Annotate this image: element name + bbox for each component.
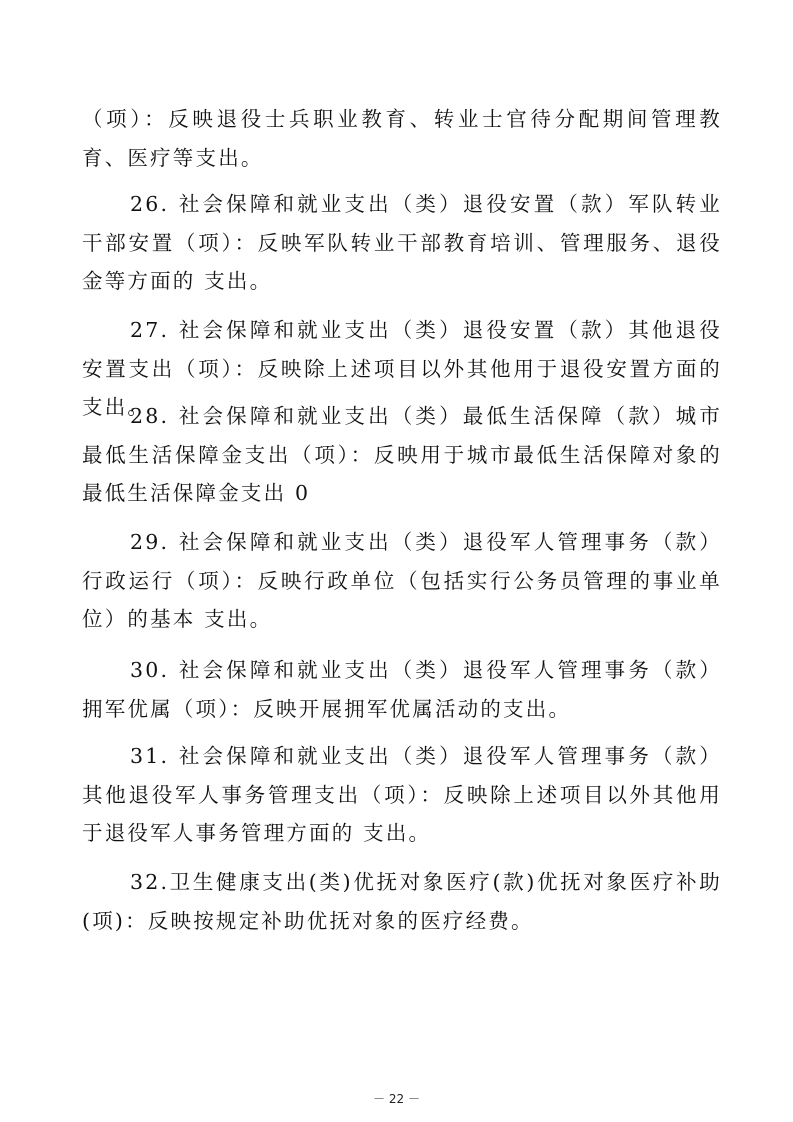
paragraph-27: 27. 社会保障和就业支出（类）退役安置（款）其他退役安置支出（项）：反映除上述项目以外其他用于退役安置方面的支出。 xyxy=(82,318,722,419)
paragraph-29: 29. 社会保障和就业支出（类）退役军人管理事务（款）行政运行（项）：反映行政单位（包括实行公务员管理的事业单位）的基本 支出。 xyxy=(82,530,722,631)
paragraph-continuation: （项）：反映退役士兵职业教育、转业士官待分配期间管理教育、医疗等支出。 xyxy=(82,107,722,170)
paragraph-30: 30. 社会保障和就业支出（类）退役军人管理事务（款）拥军优属（项）：反映开展拥军优属活动的支出。 xyxy=(82,658,722,721)
page-number: － 22 － xyxy=(373,1092,420,1106)
paragraph-26: 26. 社会保障和就业支出（类）退役安置（款）军队转业干部安置（项）：反映军队转业干部教育培训、管理服务、退役金等方面的 支出。 xyxy=(82,192,722,293)
paragraph-31: 31. 社会保障和就业支出（类）退役军人管理事务（款）其他退役军人事务管理支出（项）：反映除上述项目以外其他用于退役军人事务管理方面的 支出。 xyxy=(82,744,722,845)
paragraph-28: 28. 社会保障和就业支出（类）最低生活保障（款）城市最低生活保障金支出（项）：反映用于城市最低生活保障对象的最低生活保障金支出 0 xyxy=(82,404,722,505)
paragraph-32: 32.卫生健康支出(类)优抚对象医疗(款)优抚对象医疗补助(项)：反映按规定补助优抚对象的医疗经费。 xyxy=(82,870,722,933)
